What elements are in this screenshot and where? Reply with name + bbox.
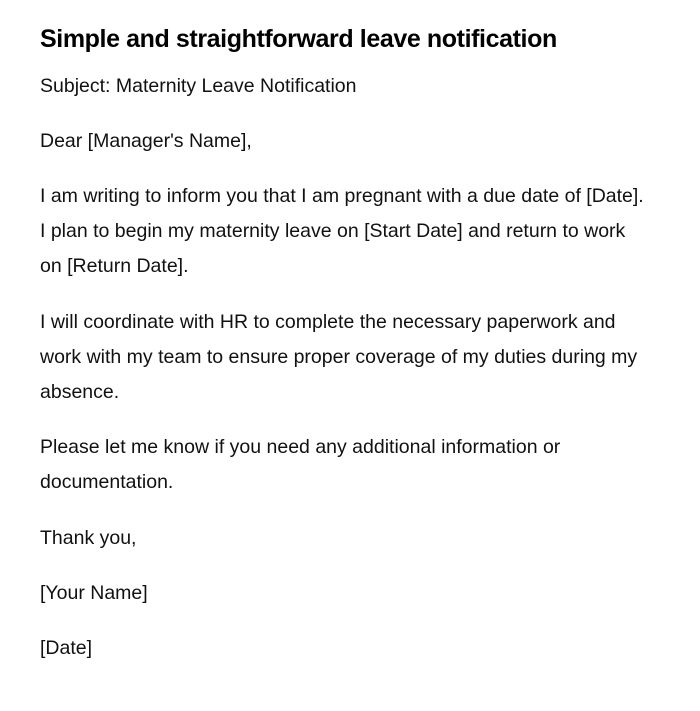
document-title: Simple and straightforward leave notification xyxy=(40,25,557,53)
body-paragraph-2: I will coordinate with HR to complete the necessary paperwork and work with my team to ensure proper coverage of my duties during my absence. xyxy=(40,311,638,403)
subject-line: Subject: Maternity Leave Notification xyxy=(40,75,357,97)
greeting: Dear [Manager's Name], xyxy=(40,130,252,152)
signature-date: [Date] xyxy=(40,637,93,659)
body-paragraph-3: Please let me know if you need any additional information or documentation. xyxy=(40,436,561,493)
closing: Thank you, xyxy=(40,527,137,549)
signature-name: [Your Name] xyxy=(40,582,148,604)
body-paragraph-1: I am writing to inform you that I am pregnant with a due date of [Date]. I plan to begin my maternity leave on [Start Date] and return to work on [Return Date]. xyxy=(40,185,644,277)
